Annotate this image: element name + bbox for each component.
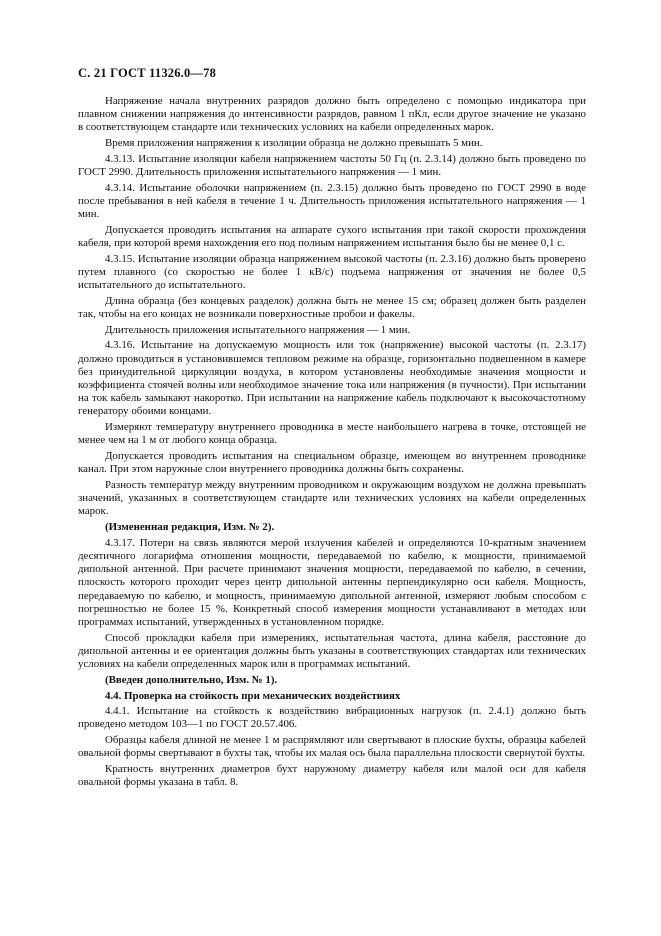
document-body	[78, 95, 586, 792]
paragraph: Допускается проводить испытания на специальном образце, имеющем во внутреннем проводнике канал. При этом наружные слои внутреннего проводника должны быть сохранены.	[78, 450, 586, 476]
paragraph: Измеряют температуру внутреннего проводника в месте наибольшего нагрева в точке, отстоящей не менее чем на 1 м от любого конца образца.	[78, 421, 586, 447]
paragraph: Образцы кабеля длиной не менее 1 м распрямляют или свертывают в плоские бухты, образцы кабелей овальной формы свертывают в бухты так, чтобы их малая ось была параллельна плоскости свернутой бухты.	[78, 734, 586, 760]
paragraph: Время приложения напряжения к изоляции образца не должно превышать 5 мин.	[105, 137, 483, 150]
section-heading: 4.4. Проверка на стойкость при механических воздействиях	[105, 689, 401, 702]
paragraph: Напряжение начала внутренних разрядов должно быть определено с помощью индикатора при плавном снижении напряжения до интенсивности разрядов, равном 1 пКл, если другое значение не указано в соответствующем стандарте или технических условиях на кабели определенных марок.	[78, 95, 586, 134]
amendment-note: (Измененная редакция, Изм. № 2).	[105, 521, 275, 534]
paragraph: 4.3.14. Испытание оболочки напряжением (п. 2.3.15) должно быть проведено по ГОСТ 2990 в воде после пребывания в ней кабеля в течение 1 ч. Длительность приложения испытательного напряжения — 1 мин.	[78, 181, 586, 221]
paragraph: Допускается проводить испытания на аппарате сухого испытания при такой скорости прохождения кабеля, при которой время нахождения его под полным напряжением испытания было бы не менее 0,1 с.	[78, 223, 586, 250]
paragraph: Кратность внутренних диаметров бухт наружному диаметру кабеля или малой оси для кабеля овальной формы указана в табл. 8.	[78, 763, 586, 789]
paragraph: 4.3.16. Испытание на допускаемую мощность или ток (напряжение) высокой частоты (п. 2.3.17) должно проводиться в установившемся тепловом режиме на образце, горизонтально подвешенном в камере без принудительной циркуляции воздуха, в котором установлены необходимые значения мощности и коэффициента стоячей волны или необходимое значение тока или напряжения (в пучности). При испытании на ток кабель замыкают накоротко. При испытании на напряжение кабель подключают к высокочастотному генератору обоими концами.	[78, 339, 586, 418]
paragraph: Длина образца (без концевых разделок) должна быть не менее 15 см; образец должен быть разделен так, чтобы на его концах не возникали поверхностные пробои и факелы.	[78, 294, 586, 321]
paragraph: Разность температур между внутренним проводником и окружающим воздухом не должна превышать значений, указанных в соответствующем стандарте или технических условиях на кабели определенных марок.	[78, 478, 586, 518]
paragraph: 4.4.1. Испытание на стойкость к воздействию вибрационных нагрузок (п. 2.4.1) должно быть проведено методом 103—1 по ГОСТ 20.57.406.	[78, 705, 586, 731]
paragraph: Длительность приложения испытательного напряжения — 1 мин.	[105, 323, 411, 336]
page-header: С. 21 ГОСТ 11326.0—78	[78, 66, 217, 80]
amendment-note: (Введен дополнительно, Изм. № 1).	[105, 673, 278, 686]
paragraph: 4.3.13. Испытание изоляции кабеля напряжением частоты 50 Гц (п. 2.3.14) должно быть проведено по ГОСТ 2990. Длительность приложения испытательного напряжения — 1 мин.	[78, 152, 586, 179]
paragraph: Способ прокладки кабеля при измерениях, испытательная частота, длина кабеля, расстояние до дипольной антенны и ее ориентация должны быть указаны в соответствующих стандартах или технических условиях на кабели определенных марок или в программах испытаний.	[78, 631, 586, 671]
paragraph: 4.3.17. Потери на связь являются мерой излучения кабелей и определяются 10-кратным значением десятичного логарифма отношения мощности, передаваемой по кабелю, к мощности, принимаемой дипольной антенной. При расчете принимают значения мощности, передаваемой по кабелю, в сечении, плоскость которого проходит через центр дипольной антенны перпендикулярно оси кабеля. Мощность, передаваемую по кабелю, и мощность, принимаемую дипольной антенной, измеряют любым способом с погрешностью не более 15 %. Конкретный способ измерения мощности устанавливают в методах или программах испытаний, утвержденных в установленном порядке.	[78, 536, 586, 629]
paragraph: 4.3.15. Испытание изоляции образца напряжением высокой частоты (п. 2.3.16) должно быть проверено путем плавного (со скоростью не более 1 кВ/с) подъема напряжения от значения не более 0,5 испытательного до испытательного.	[78, 252, 586, 292]
